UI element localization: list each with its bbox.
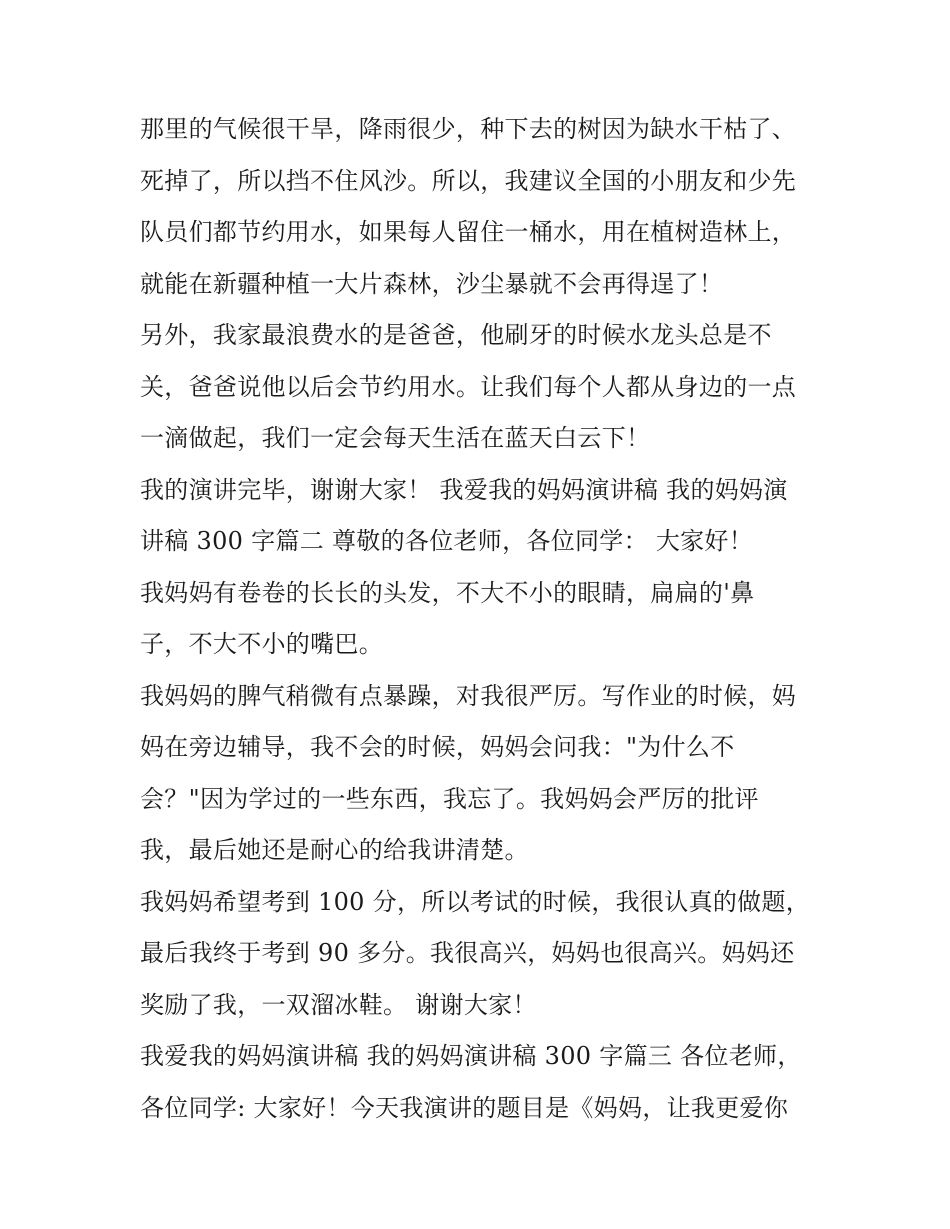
text-line: 一滴做起，我们一定会每天生活在蓝天白云下！ <box>140 424 651 452</box>
text-line: 我，最后她还是耐心的给我讲清楚。 <box>140 836 529 864</box>
text-line: 我爱我的妈妈演讲稿 我的妈妈演讲稿 300 字篇三 各位老师， <box>140 1042 802 1070</box>
text-line: 我的演讲完毕，谢谢大家！ 我爱我的妈妈演讲稿 我的妈妈演 <box>140 475 788 504</box>
text-line: 另外，我家最浪费水的是爸爸，他刷牙的时候水龙头总是不 <box>140 321 772 349</box>
text-line: 我妈妈的脾气稍微有点暴躁，对我很严厉。写作业的时候，妈 <box>140 681 797 710</box>
text-line: 那里的气候很干旱，降雨很少，种下去的树因为缺水干枯了、 <box>140 115 797 143</box>
document-body <box>140 104 830 1134</box>
text-line: 妈在旁边辅导，我不会的时候，妈妈会问我："为什么不 <box>140 733 735 761</box>
text-line: 我妈妈有卷卷的长长的头发，不大不小的眼睛，扁扁的'鼻 <box>140 578 755 607</box>
text-line: 讲稿 300 字篇二 尊敬的各位老师，各位同学： 大家好！ <box>140 527 754 555</box>
text-line: 最后我终于考到 90 多分。我很高兴，妈妈也很高兴。妈妈还 <box>140 939 795 967</box>
text-line: 我妈妈希望考到 100 分，所以考试的时候，我很认真的做题， <box>140 887 811 916</box>
text-line: 队员们都节约用水，如果每人留住一桶水，用在植树造林上， <box>140 218 797 246</box>
text-line: 会？"因为学过的一些东西，我忘了。我妈妈会严厉的批评 <box>140 784 759 813</box>
text-line: 奖励了我，一双溜冰鞋。 谢谢大家！ <box>140 990 537 1019</box>
text-line: 就能在新疆种植一大片森林，沙尘暴就不会再得逞了！ <box>140 269 724 298</box>
text-line: 各位同学: 大家好！今天我演讲的题目是《妈妈，让我更爱你 <box>140 1093 789 1122</box>
text-line: 子，不大不小的嘴巴。 <box>140 630 383 658</box>
text-line: 关，爸爸说他以后会节约用水。让我们每个人都从身边的一点 <box>140 372 797 401</box>
text-line: 死掉了，所以挡不住风沙。所以，我建议全国的小朋友和少先 <box>140 166 797 195</box>
